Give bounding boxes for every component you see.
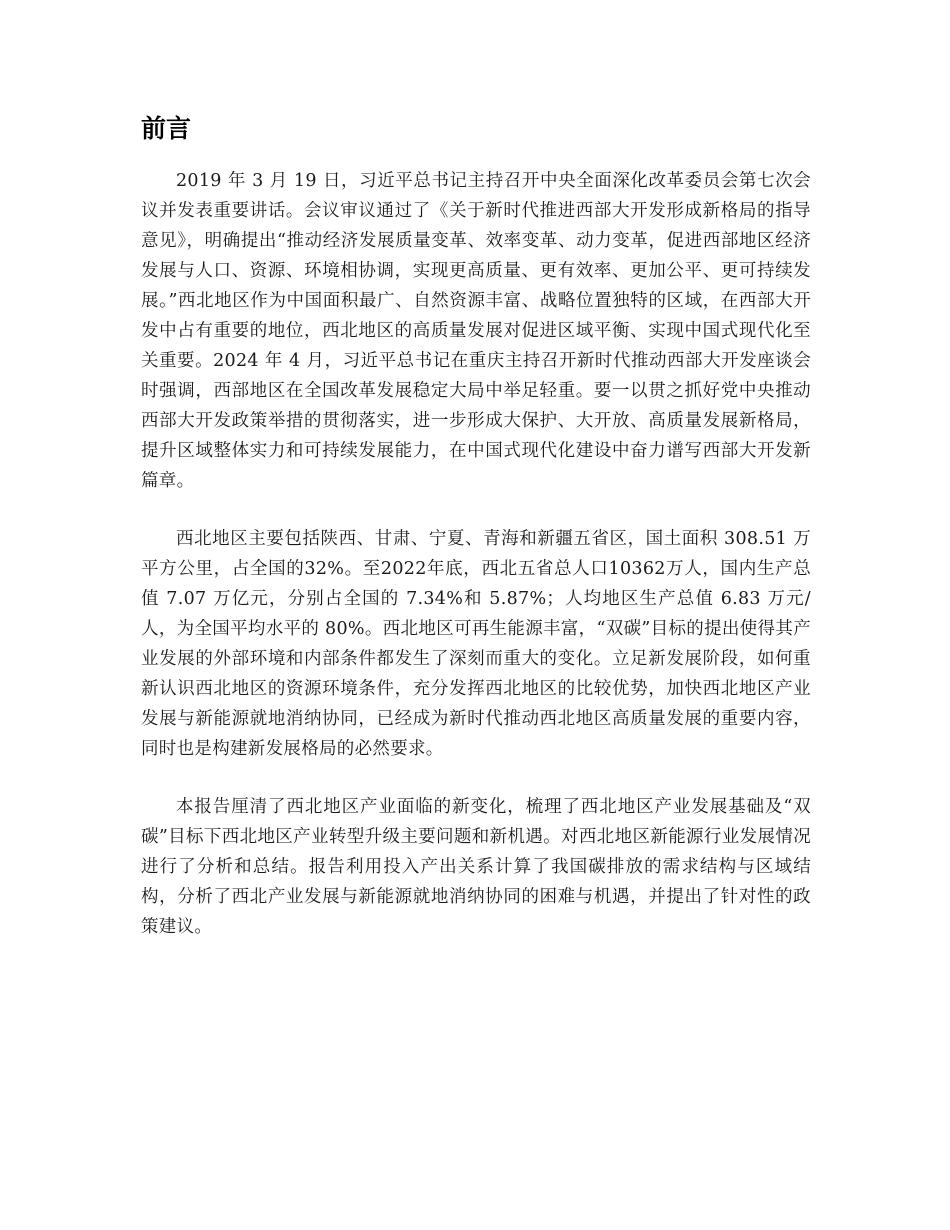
paragraph-1: 2019 年 3 月 19 日，习近平总书记主持召开中央全面深化改革委员会第七次会议并发表重要讲话。会议审议通过了《关于新时代推进西部大开发形成新格局的指导意见》，明确提出“推动经济发展质量变革、效率变革、动力变革，促进西部地区经济发展与人口、资源、环境相协调，实现更高质量、更有效率、更加公平、更可持续发展。”西北地区作为中国面积最广、自然资源丰富、战略位置独特的区域，在西部大开发中占有重要的地位，西北地区的高质量发展对促进区域平衡、实现中国式现代化至关重要。2024 年 4 月，习近平总书记在重庆主持召开新时代推动西部大开发座谈会时强调，西部地区在全国改革发展稳定大局中举足轻重。要一以贯之抓好党中央推动西部大开发政策举措的贯彻落实，进一步形成大保护、大开放、高质量发展新格局，提升区域整体实力和可持续发展能力，在中国式现代化建设中奋力谱写西部大开发新篇章。 (141, 171, 811, 491)
page-title: 前言 (141, 114, 192, 143)
paragraph-2: 西北地区主要包括陕西、甘肃、宁夏、青海和新疆五省区，国土面积 308.51 万平方公里，占全国的32%。至2022年底，西北五省总人口10362万人，国内生产总值 7.07 万亿元，分别占全国的 7.34%和 5.87%；人均地区生产总值 6.83 万元/人，为全国平均水平的 80%。西北地区可再生能源丰富，“双碳”目标的提出使得其产业发展的外部环境和内部条件都发生了深刻而重大的变化。立足新发展阶段，如何重新认识西北地区的资源环境条件，充分发挥西北地区的比较优势，加快西北地区产业发展与新能源就地消纳协同，已经成为新时代推动西北地区高质量发展的重要内容，同时也是构建新发展格局的必然要求。 (141, 529, 811, 759)
paragraph-3: 本报告厘清了西北地区产业面临的新变化，梳理了西北地区产业发展基础及“双碳”目标下西北地区产业转型升级主要问题和新机遇。对西北地区新能源行业发展情况进行了分析和总结。报告利用投入产出关系计算了我国碳排放的需求结构与区域结构，分析了西北产业发展与新能源就地消纳协同的困难与机遇，并提出了针对性的政策建议。 (141, 797, 811, 937)
